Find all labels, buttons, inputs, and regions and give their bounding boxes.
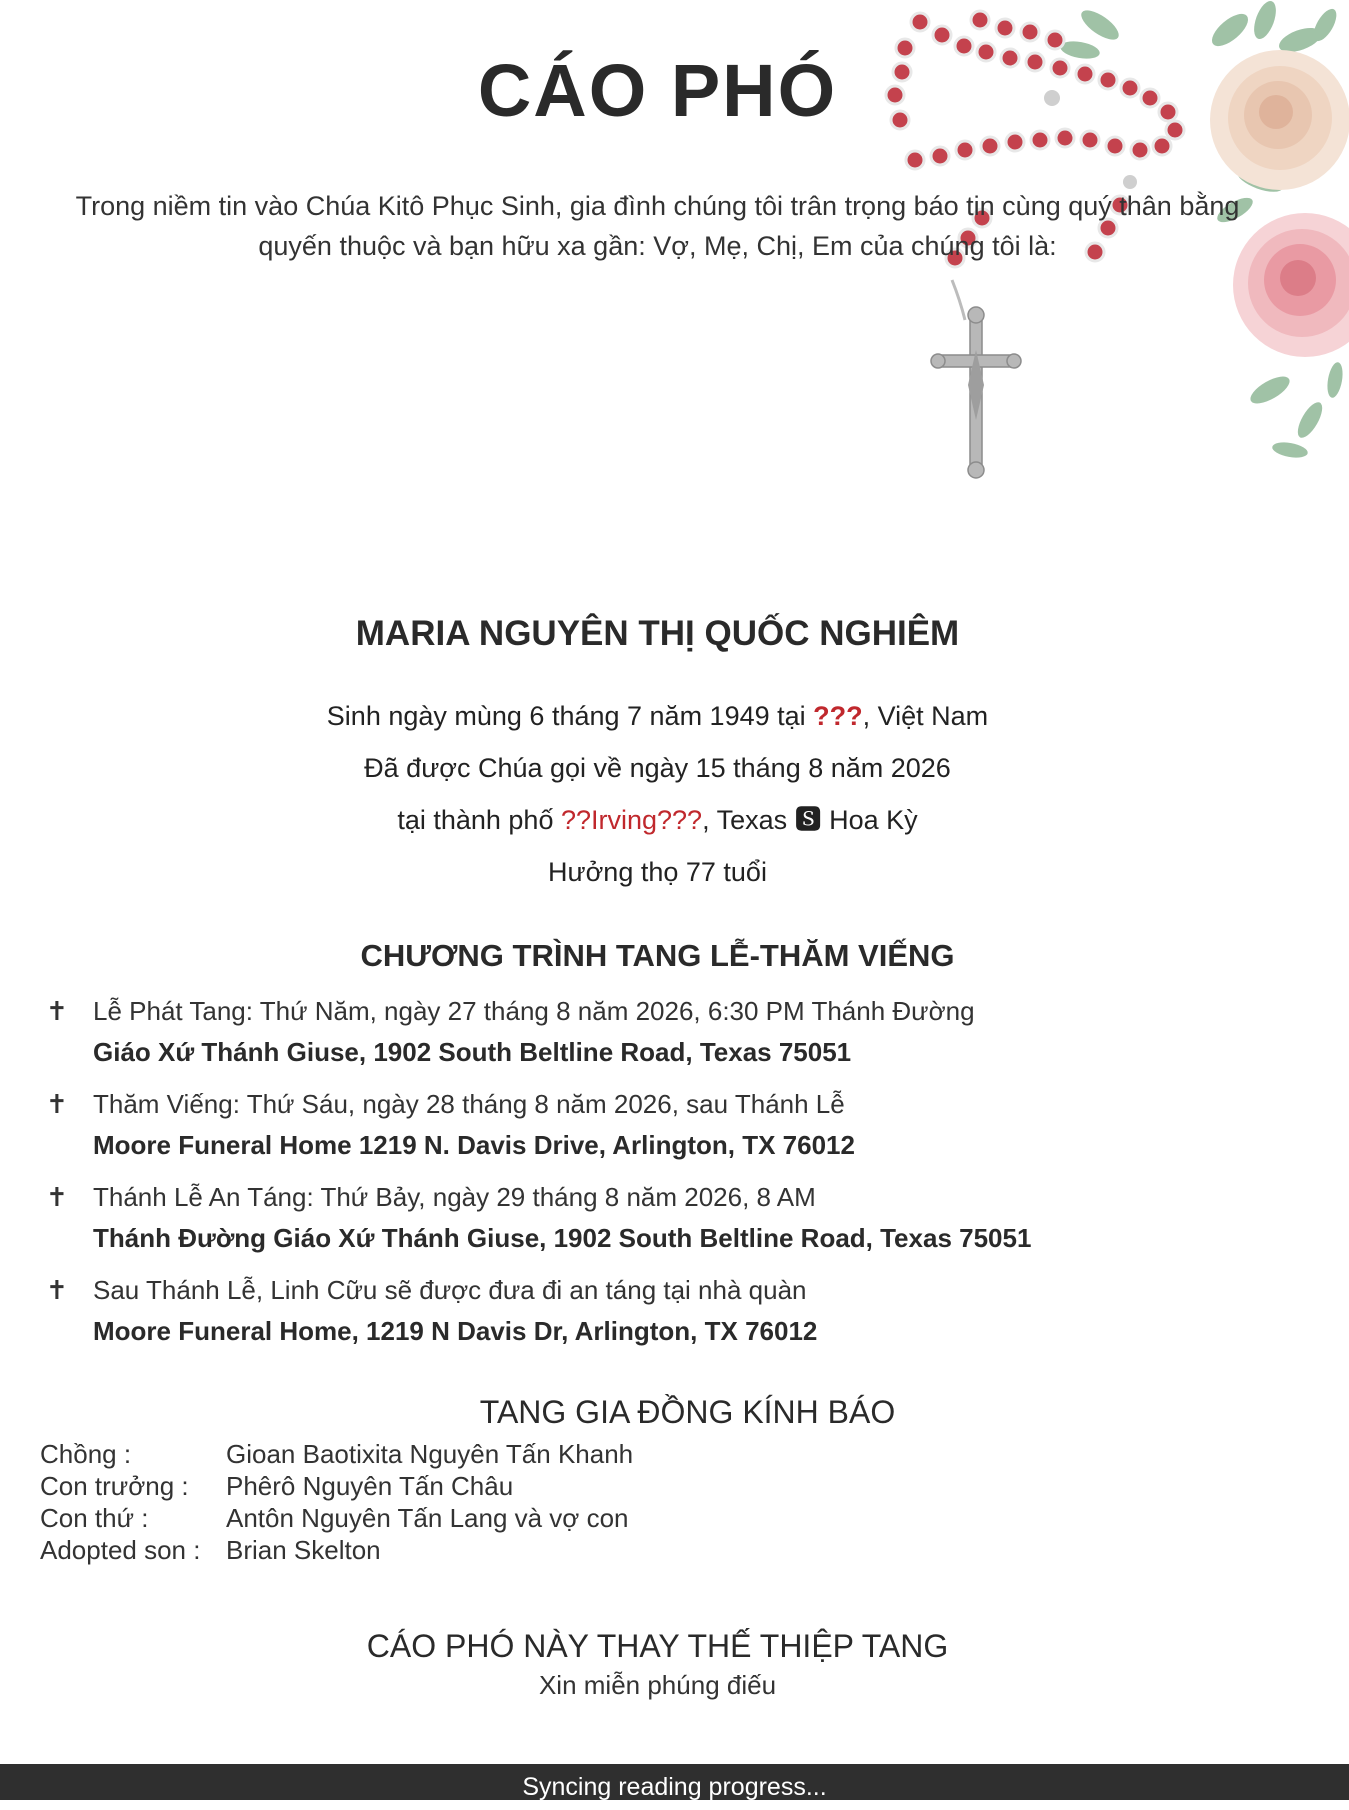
birth-line	[0, 696, 1315, 748]
event-location: Moore Funeral Home 1219 N. Davis Drive, Arlington, TX 76012	[93, 1130, 855, 1160]
birth-place: ???	[813, 701, 863, 731]
sync-status-bar	[0, 1764, 1349, 1800]
sync-status-text: Syncing reading progress...	[522, 1773, 827, 1801]
program-heading: CHƯƠNG TRÌNH TANG LỄ-THĂM VIẾNG	[360, 938, 955, 973]
page-title: CÁO PHÓ	[477, 49, 838, 132]
family-member-row	[40, 1438, 840, 1470]
event-description: Lễ Phát Tang: Thứ Năm, ngày 27 tháng 8 năm 2026, 6:30 PM Thánh Đường	[93, 996, 975, 1026]
family-member-row	[40, 1502, 840, 1534]
death-city-line	[0, 800, 1315, 852]
family-member-name: Gioan Baotixita Nguyên Tấn Khanh	[226, 1439, 634, 1469]
event-location: Moore Funeral Home, 1219 N Davis Dr, Arlington, TX 76012	[93, 1316, 818, 1346]
family-member-row	[40, 1470, 840, 1502]
deceased-bio	[0, 696, 1315, 904]
event-item	[46, 996, 1146, 1089]
event-location: Thánh Đường Giáo Xứ Thánh Giuse, 1902 South Beltline Road, Texas 75051	[93, 1223, 1032, 1253]
cross-icon: ✝	[46, 1089, 68, 1119]
deceased-name: MARIA NGUYÊN THỊ QUỐC NGHIÊM	[355, 614, 960, 653]
family-role: Chồng :	[40, 1439, 132, 1469]
death-city-prefix: tại thành phố	[397, 805, 561, 835]
event-description: Thăm Viếng: Thứ Sáu, ngày 28 tháng 8 năm 2026, sau Thánh Lễ	[93, 1089, 845, 1119]
event-item	[46, 1275, 1146, 1368]
intro-text: Trong niềm tin vào Chúa Kitô Phục Sinh, gia đình chúng tôi trân trọng báo tin cùng quý thân bằng quyến thuộc và bạn hữu xa gần: Vợ, Mẹ, Chị, Em của chúng tôi là:	[75, 191, 1240, 261]
family-member-row	[40, 1534, 840, 1566]
event-item	[46, 1182, 1146, 1275]
event-location: Giáo Xứ Thánh Giuse, 1902 South Beltline Road, Texas 75051	[93, 1037, 852, 1067]
family-member-name: Phêrô Nguyên Tấn Châu	[226, 1471, 514, 1501]
family-member-name: Brian Skelton	[226, 1535, 381, 1565]
age-line: Hưởng thọ 77 tuổi	[548, 857, 767, 887]
family-heading: TANG GIA ĐỒNG KÍNH BÁO	[479, 1394, 896, 1430]
family-role: Con trưởng :	[40, 1471, 189, 1501]
portrait-photo	[535, 278, 779, 578]
family-list	[40, 1438, 840, 1566]
cross-icon: ✝	[46, 1182, 68, 1212]
family-role: Adopted son :	[40, 1535, 201, 1565]
cross-icon: ✝	[46, 1275, 68, 1305]
cross-icon: ✝	[46, 996, 68, 1026]
event-item	[46, 1089, 1146, 1182]
death-city-suffix: , Texas ⁠🆂 Hoa Kỳ	[702, 805, 918, 835]
birth-suffix: , Việt Nam	[862, 701, 989, 731]
death-city: ??Irving???	[560, 805, 703, 835]
closing-title: CÁO PHÓ NÀY THAY THẾ THIỆP TANG	[366, 1628, 949, 1664]
event-description: Thánh Lễ An Táng: Thứ Bảy, ngày 29 tháng 8 năm 2026, 8 AM	[93, 1182, 816, 1212]
family-role: Con thứ :	[40, 1503, 149, 1533]
birth-prefix: Sinh ngày mùng 6 tháng 7 năm 1949 tại	[326, 701, 814, 731]
death-line: Đã được Chúa gọi về ngày 15 tháng 8 năm 2026	[364, 753, 951, 783]
event-description: Sau Thánh Lễ, Linh Cữu sẽ được đưa đi an táng tại nhà quàn	[93, 1275, 807, 1305]
family-member-name: Antôn Nguyên Tấn Lang và vợ con	[226, 1503, 629, 1533]
closing-subtitle: Xin miễn phúng điếu	[538, 1670, 777, 1700]
program-events	[46, 996, 1146, 1368]
